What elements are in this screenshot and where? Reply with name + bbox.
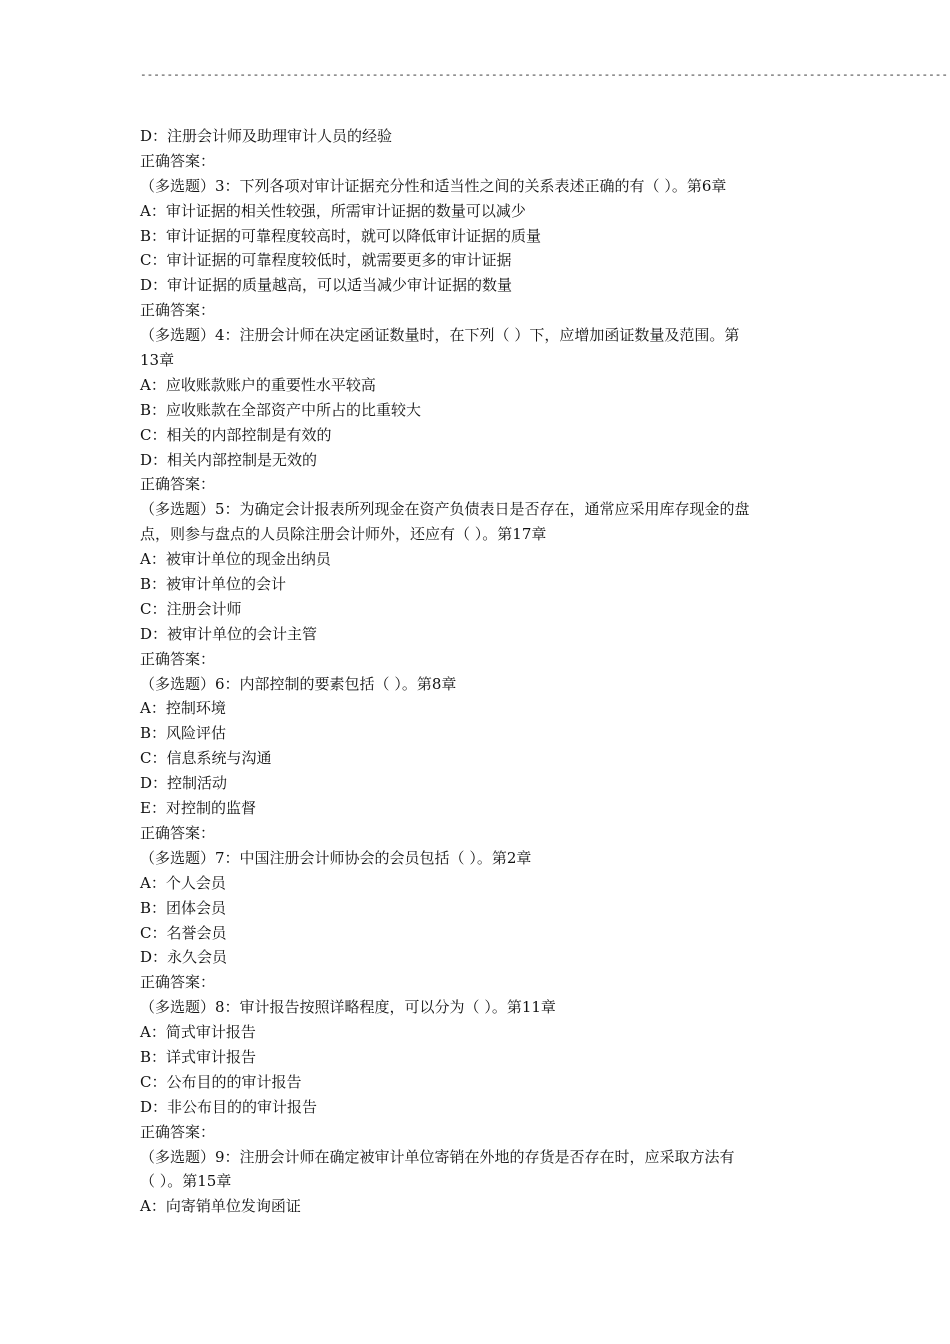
text-line: C：注册会计师 xyxy=(140,599,242,618)
document-body xyxy=(140,124,812,1219)
text-line: A：向寄销单位发询函证 xyxy=(140,1197,301,1216)
text-line: D：注册会计师及助理审计人员的经验 xyxy=(140,127,393,145)
text-line: C：公布目的的审计报告 xyxy=(140,1072,302,1091)
text-line: （多选题）7：中国注册会计师协会的会员包括（ ）。第2章 xyxy=(140,848,532,867)
text-line: D：相关内部控制是无效的 xyxy=(140,450,318,469)
text-line: 13章 xyxy=(140,351,175,370)
text-line: B：团体会员 xyxy=(140,898,227,917)
text-line: B：应收账款在全部资产中所占的比重较大 xyxy=(140,400,422,419)
text-line: 点，则参与盘点的人员除注册会计师外，还应有（ ）。第17章 xyxy=(140,525,547,544)
text-line: E：对控制的监督 xyxy=(140,799,256,818)
text-line: B：被审计单位的会计 xyxy=(140,575,287,594)
text-line: 正确答案： xyxy=(140,151,216,170)
text-line: D：非公布目的的审计报告 xyxy=(140,1097,318,1116)
text-line: D：审计证据的质量越高，可以适当减少审计证据的数量 xyxy=(140,276,513,295)
text-line: B：审计证据的可靠程度较高时，就可以降低审计证据的质量 xyxy=(140,226,542,245)
text-line: A：应收账款账户的重要性水平较高 xyxy=(140,375,376,394)
text-line: C：相关的内部控制是有效的 xyxy=(140,425,332,444)
text-line: 正确答案： xyxy=(140,1122,216,1141)
text-line: C：信息系统与沟通 xyxy=(140,749,272,768)
text-line: 正确答案： xyxy=(140,973,216,992)
text-line: 正确答案： xyxy=(140,823,216,842)
text-line: 正确答案： xyxy=(140,301,216,320)
text-line: B：风险评估 xyxy=(140,724,227,743)
text-line: A：控制环境 xyxy=(140,699,226,718)
text-line: D：永久会员 xyxy=(140,948,228,967)
text-line: （ ）。第15章 xyxy=(140,1172,232,1191)
text-line: A：被审计单位的现金出纳员 xyxy=(140,550,331,569)
header-rule: -------------------------------------------------------------------------------------------------------------------------- xyxy=(140,68,948,81)
text-line: B：详式审计报告 xyxy=(140,1047,257,1066)
text-line: （多选题）6：内部控制的要素包括（ ）。第8章 xyxy=(140,674,457,693)
text-line: A：个人会员 xyxy=(140,873,226,892)
text-line: C：审计证据的可靠程度较低时，就需要更多的审计证据 xyxy=(140,251,512,270)
text-line: （多选题）9：注册会计师在确定被审计单位寄销在外地的存货是否存在时，应采取方法有 xyxy=(140,1147,735,1166)
text-line: （多选题）3：下列各项对审计证据充分性和适当性之间的关系表述正确的有（ ）。第6章 xyxy=(140,176,727,195)
text-line: 正确答案： xyxy=(140,475,216,494)
text-line: A：简式审计报告 xyxy=(140,1023,256,1042)
text-line: （多选题）8：审计报告按照详略程度，可以分为（ ）。第11章 xyxy=(140,998,556,1017)
text-line: D：被审计单位的会计主管 xyxy=(140,624,318,643)
text-line: D：控制活动 xyxy=(140,774,228,793)
text-line: （多选题）4：注册会计师在决定函证数量时，在下列（ ）下，应增加函证数量及范围。第 xyxy=(140,326,740,345)
text-line: C：名誉会员 xyxy=(140,923,227,942)
text-line: A：审计证据的相关性较强，所需审计证据的数量可以减少 xyxy=(140,201,526,220)
text-line: 正确答案： xyxy=(140,649,216,668)
text-line: （多选题）5：为确定会计报表所列现金在资产负债表日是否存在，通常应采用库存现金的盘 xyxy=(140,500,750,519)
